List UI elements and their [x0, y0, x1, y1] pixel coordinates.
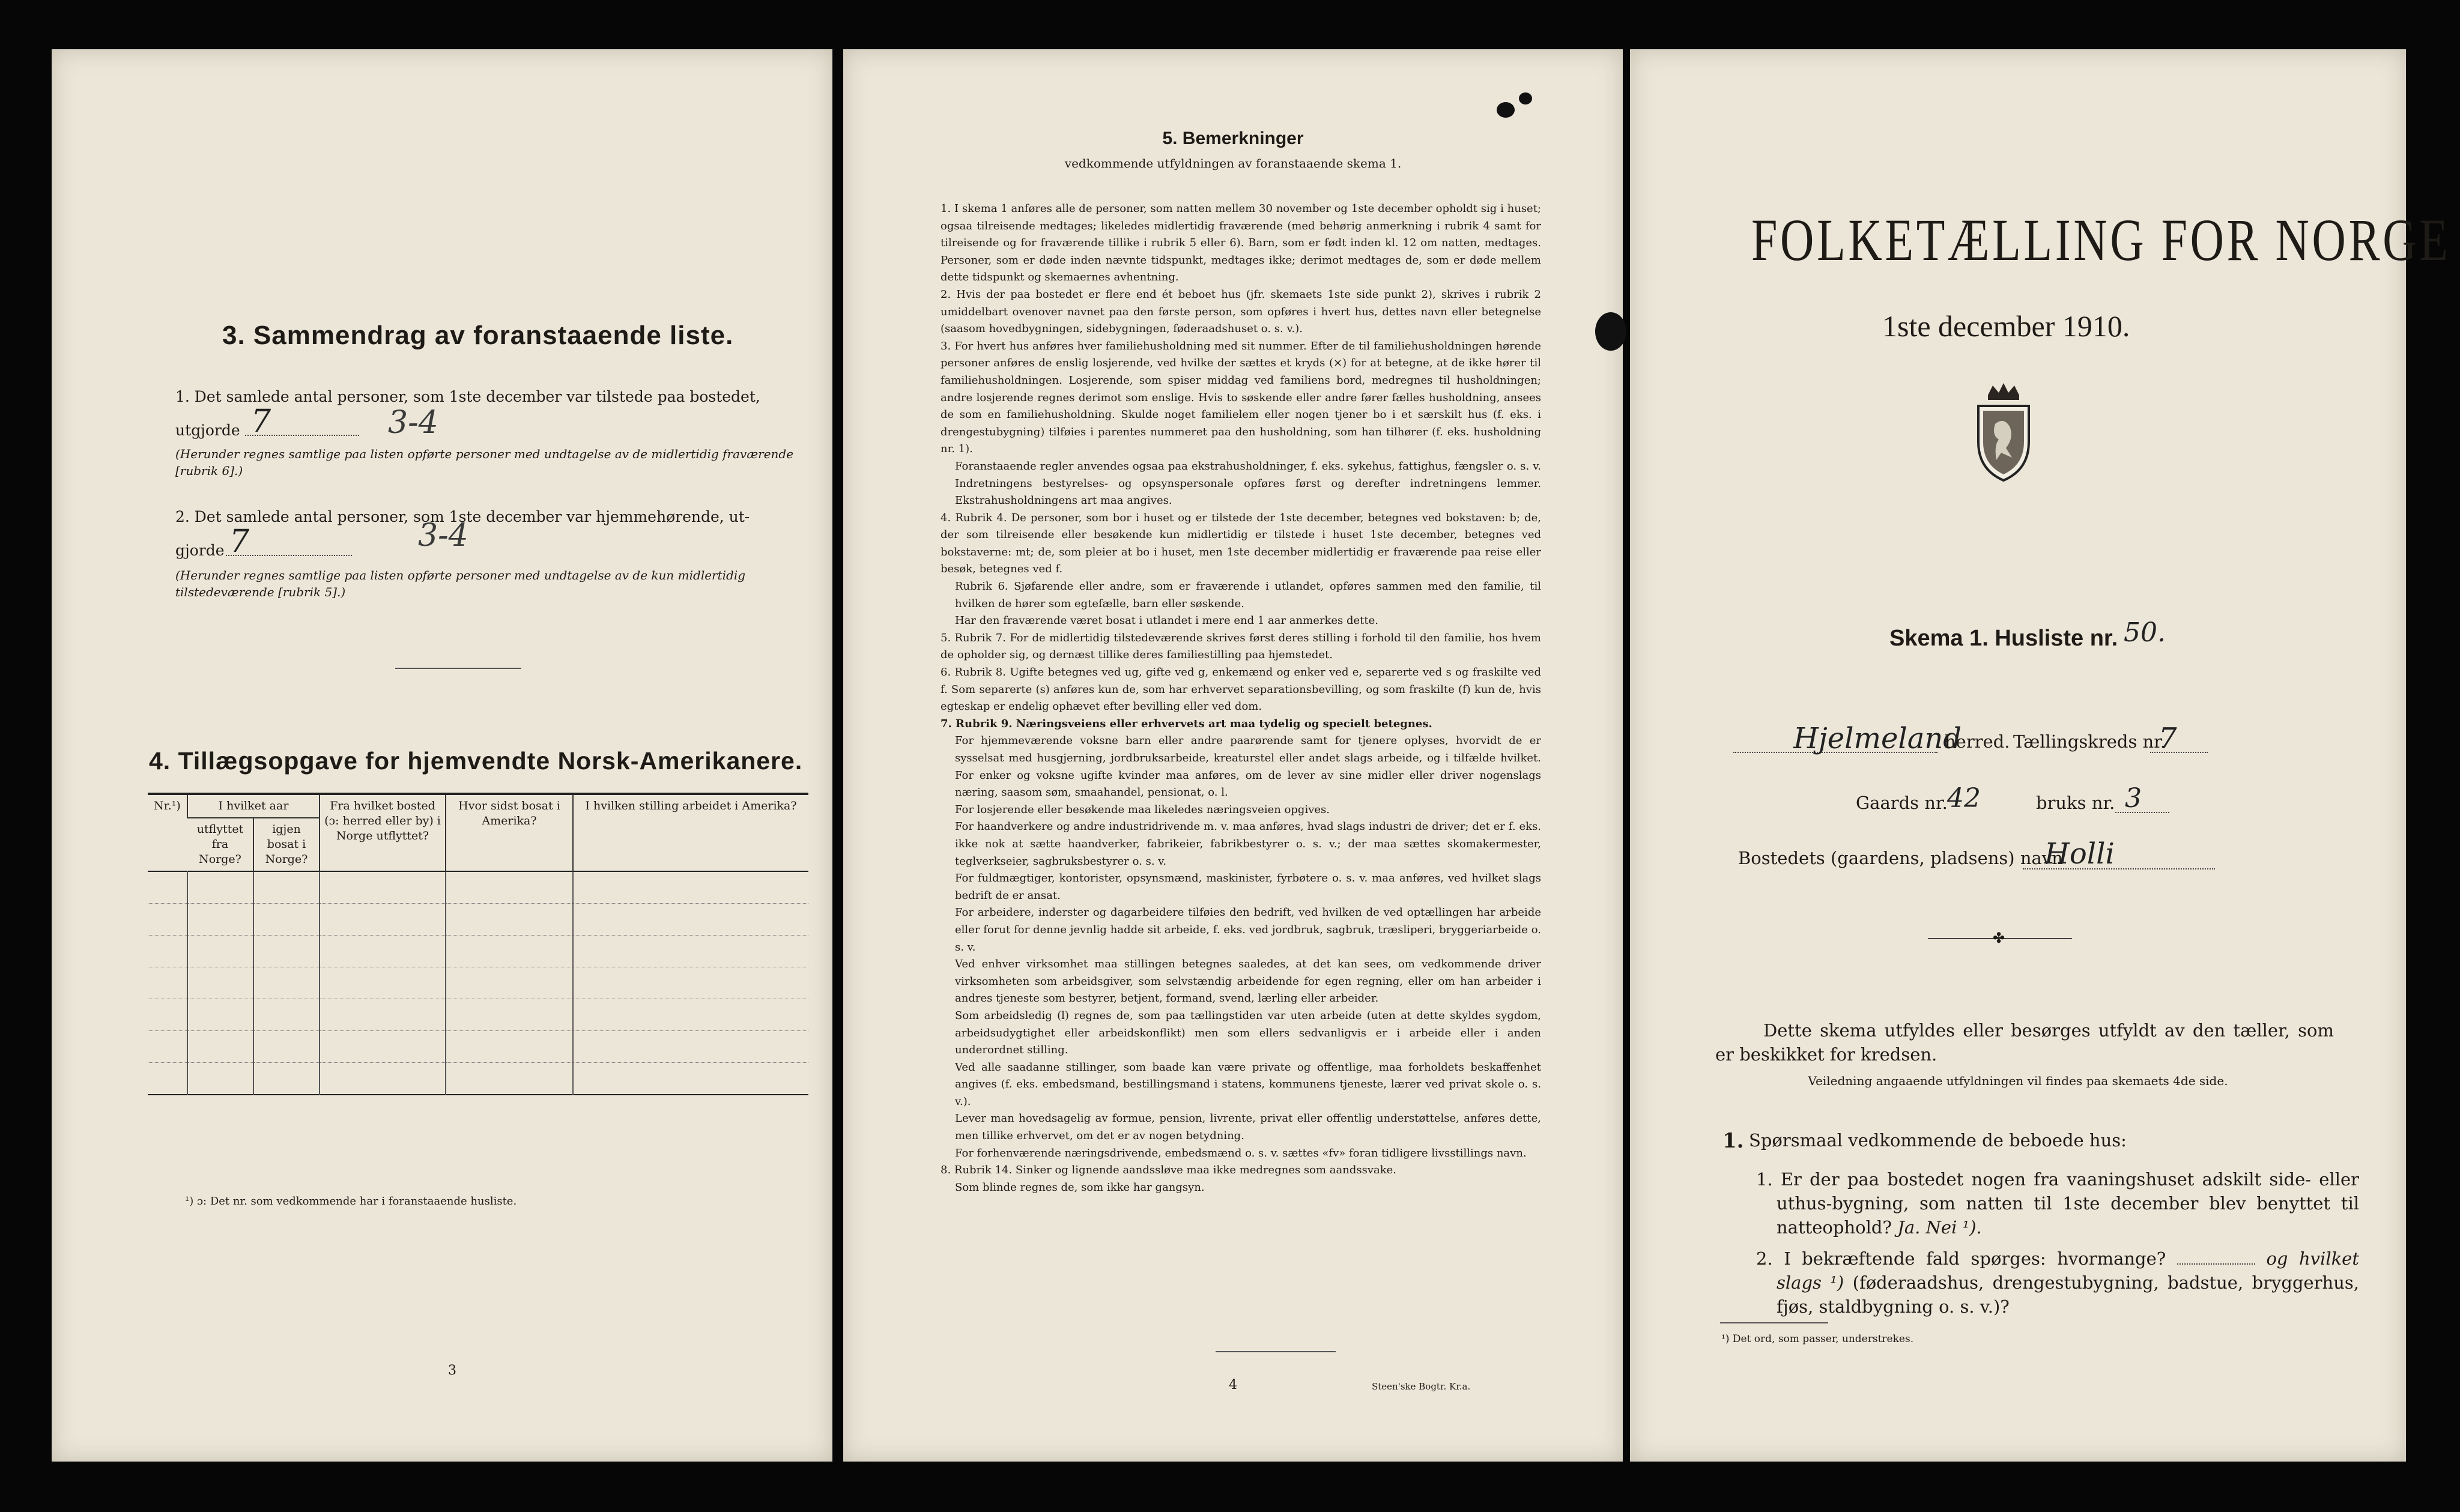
rule-7-a: For hjemmeværende voksne barn eller andre paarørende samt for tjenere oplyses, hvorvidt de er sysselsat med husgjerning, jordbruksarbeide, kreaturstel eller andet slags arbeide, og i tilfælde hvilket. For enker og voksne ugifte kvinder maa anføres, om de lever av sine midler eller driver nogenslags næring, saasom søm, smaahandel, pensionat, o. l.	[955, 734, 1541, 799]
remarks-subtitle: vedkommende utfyldningen av foranstaaende skema 1.	[1064, 156, 1402, 171]
table-row	[148, 999, 808, 1031]
rule-7-f: Ved enhver virksomhet maa stillingen betegnes saaledes, at det kan sees, om vedkommende driver virksomheten som arbeidsgiver, som selvstændig arbeidende for egen regning, eller om han arbeider i andres tjeneste som bestyrer, betjent, formand, svend, lærling eller arbeider.	[955, 958, 1541, 1005]
rule-7-c: For haandverkere og andre industridrivende m. v. maa anføres, hvad slags industri de driver; det er f. eks. ikke nok at sætte haandverker, fabrikeier, fabrikbestyrer o. s. v.; der maa sættes skomakermester, teglverkseier, sagbruksbestyrer o. s. v.	[955, 820, 1541, 868]
right-footnote: ¹) Det ord, som passer, understrekes.	[1721, 1333, 1914, 1345]
group-header-aar: I hvilket aar	[187, 794, 320, 818]
rule-7-h: Ved alle saadanne stillinger, som baade kan være private og offentlige, maa forholdets beskaffenhet angives (f. eks. embedsmand, bestillingsmand i statens, kommunens tjeneste, lærer ved privat skole o. s. v.).	[955, 1060, 1541, 1108]
rule-3: 3. For hvert hus anføres hver familiehusholdning med sit nummer. Efter de til familiehusholdningen hørende personer anføres de enslig losjerende, ved hvilke der sættes et kryds (×) for at betegne, at de ikke hører til familiehusholdningen. Losjerende, som spiser middag ved familiens bord, medregnes til husholdningen; andre losjerende regnes derimot som enslige. Hvis to søskende eller andre fører fælles husholdning, ansees de som en familiehusholdning. Skulde noget familielem eller nogen tjener bo i et særskilt hus (f. eks. i drengestubygning) tilføies i parentes nummeret paa den husholdning, som han tilhører (f. eks. husholdning nr. 1).	[941, 339, 1541, 456]
gaards-label: Gaards nr.	[1856, 793, 1948, 813]
table-row	[148, 871, 808, 904]
item2-annotation: 3-4	[418, 518, 468, 554]
question-2	[1756, 1247, 2359, 1319]
rule-4-rubrik6: Rubrik 6. Sjøfarende eller andre, som er fraværende i utlandet, opføres sammen med den familie, til hvilken de hører som egtefælle, barn eller søskende.	[955, 580, 1541, 610]
page-divider	[1216, 1351, 1336, 1352]
section3-item1-note: (Herunder regnes samtlige paa listen opførte personer med undtagelse av de midlertidig fraværende [rubrik 6].)	[175, 447, 794, 478]
printer-imprint: Steen'ske Bogtr. Kr.a.	[1372, 1381, 1471, 1392]
bruks-label: bruks nr.	[2036, 793, 2115, 813]
section4-footnote: ¹) ɔ: Det nr. som vedkommende har i foranstaaende husliste.	[185, 1195, 517, 1208]
item2-handwritten-count: 7	[229, 524, 250, 560]
norsk-amerikanere-table	[148, 793, 808, 1095]
middle-page	[843, 49, 1623, 1462]
ornament-icon: ✤	[1993, 930, 2005, 946]
rule-7-b: For losjerende eller besøkende maa likeledes næringsveien opgives.	[955, 803, 1330, 816]
rule-1: 1. I skema 1 anføres alle de personer, som natten mellem 30 november og 1ste december opholdt sig i huset; ogsaa tilreisende medtages; likeledes midlertidig fraværende (med behørig anmerkning i rubrik 4 samt for tilreisende og for fraværende tillike i rubrik 5 eller 6). Barn, som er født inden kl. 12 om natten, medtages. Personer, som er døde inden nævnte tidspunkt, medtages ikke; derimot medtages de, som er døde mellem dette tidspunkt og skemaernes avhentning.	[941, 202, 1541, 284]
rule-7-i: Lever man hovedsagelig av formue, pension, livrente, privat eller offentlig understøttelse, anføres dette, men tillike erhvervet, om det er av nogen betydning.	[955, 1112, 1541, 1143]
question-heading: Spørsmaal vedkommende de beboede hus:	[1749, 1130, 2127, 1151]
rule-7-g: Som arbeidsledig (l) regnes de, som paa tællingstiden var uten arbeide (uten at dette skyldes sygdom, arbeidsudygtighet eller arbeidskonflikt) men som ellers sedvanligvis er i arbeide eller i anden underordnet stilling.	[955, 1009, 1541, 1057]
rule-8-b: Som blinde regnes de, som ikke har gangsyn.	[955, 1181, 1205, 1194]
census-date: 1ste december 1910.	[1882, 309, 2130, 343]
col-bosted-norge: Fra hvilket bosted (ɔ: herred eller by) i Norge utflyttet?	[320, 794, 446, 871]
section-divider	[395, 668, 521, 669]
middle-page-number: 4	[1229, 1377, 1237, 1393]
col-stilling-amerika: I hvilken stilling arbeidet i Amerika?	[573, 794, 808, 871]
question-2-blank	[2177, 1263, 2255, 1265]
rule-7: 7. Rubrik 9. Næringsveiens eller erhvervets art maa tydelig og specielt betegnes.	[941, 717, 1432, 730]
intro-text: Dette skema utfyldes eller besørges utfyldt av den tæller, som er beskikket for kredsen.	[1715, 1020, 2334, 1065]
item1-annotation: 3-4	[388, 405, 438, 441]
ink-blot	[1595, 312, 1626, 351]
item1-handwritten-count: 7	[251, 404, 271, 440]
left-page	[52, 49, 832, 1462]
section3-item1-label: utgjorde	[175, 422, 240, 439]
schema-label: Skema 1. Husliste nr.	[1889, 626, 2118, 651]
question-1-answer: Ja. Nei ¹).	[1897, 1217, 1982, 1238]
herred-label: herred.	[1945, 731, 2010, 752]
krets-label: Tællingskreds nr.	[2013, 731, 2166, 752]
section3-item2-text: 2. Det samlede antal personer, som 1ste december var hjemmehørende, ut-	[175, 508, 750, 525]
question-heading-number: 1.	[1722, 1129, 1744, 1153]
remarks-list	[941, 201, 1541, 1196]
ink-blot	[1497, 102, 1515, 118]
table-row	[148, 904, 808, 936]
question-2-kind: og hvilket slags ¹)	[1777, 1248, 2360, 1293]
question-2-text: 2. I bekræftende fald spørges: hvormange?	[1756, 1248, 2166, 1269]
rule-7-j: For forhenværende næringsdrivende, embedsmænd o. s. v. sættes «fv» foran tidligere livsstillings navn.	[955, 1146, 1527, 1160]
bruks-dotline	[2115, 812, 2169, 813]
col-utflyttet: utflyttet fra Norge?	[196, 823, 244, 866]
rule-4-note: Har den fraværende været bosat i utlandet i mere end 1 aar anmerkes dette.	[955, 614, 1378, 627]
herred-value: Hjelmeland	[1793, 722, 1962, 755]
table-row	[148, 1063, 808, 1095]
rule-2: 2. Hvis der paa bostedet er flere end ét beboet hus (jfr. skemaets 1ste side punkt 2), skrives i rubrik 2 umiddelbart ovenover navnet paa den første person, som opføres i hvert hus, dettes navn eller betegnelse (saasom hovedbygningen, sidebygningen, føderaadshuset o. s. v.).	[941, 288, 1541, 336]
krets-value: 7	[2159, 722, 2177, 755]
section4-title: 4. Tillægsopgave for hjemvendte Norsk-Amerikanere.	[149, 747, 803, 775]
footnote-rule	[1720, 1322, 1828, 1323]
remarks-title: 5. Bemerkninger	[1162, 129, 1304, 148]
bosted-label: Bostedets (gaardens, pladsens) navn	[1738, 848, 2063, 868]
table-row	[148, 1031, 808, 1063]
table-row	[148, 967, 808, 999]
section3-item2-note: (Herunder regnes samtlige paa listen opførte personer med undtagelse av de kun midlertidig tilstedeværende [rubrik 5].)	[175, 568, 746, 599]
rule-4: 4. Rubrik 4. De personer, som bor i huset og er tilstede der 1ste december, betegnes ved bokstaven: b; de, der som tilreisende eller besøkende kun midlertidig er tilstede i huset 1ste december, betegnes ved bokstaverne: mt; de, som pleier at bo i huset, men 1ste december midlertidig er fraværende paa reise eller besøk, betegnes ved f.	[941, 511, 1541, 576]
census-title: FOLKETÆLLING FOR NORGE	[1751, 207, 2451, 273]
rule-3-extra: Foranstaaende regler anvendes ogsaa paa ekstrahusholdninger, f. eks. sykehus, fattighus, fængsler o. s. v. Indretningens bestyrelses- og opsynspersonale opføres først og derefter indretningens lemmer. Ekstrahusholdningens art maa angives.	[955, 459, 1541, 507]
section3-item2-label: gjorde	[175, 542, 225, 559]
question-1-text: 1. Er der paa bostedet nogen fra vaaningshuset adskilt side- eller uthus-bygning, som natten til 1ste december blev benyttet til natteophold?	[1756, 1169, 2359, 1238]
guidance-text: Veiledning angaaende utfyldningen vil findes paa skemaets 4de side.	[1808, 1074, 2228, 1088]
question-2-examples: (føderaadshus, drengestubygning, badstue, bryggerhus, fjøs, staldbygning o. s. v.)?	[1777, 1272, 2359, 1317]
table-row	[148, 936, 808, 967]
rule-6: 6. Rubrik 8. Ugifte betegnes ved ug, gifte ved g, enkemænd og enker ved e, separerte ved s og fraskilte ved f. Som separerte (s) anføres kun de, som har erhvervet separationsbevilling, og som fraskilte (f) kun de, hvis egteskap er endelig ophævet efter bevilling eller ved dom.	[941, 666, 1541, 713]
col-nr: Nr.¹)	[154, 799, 181, 812]
section3-title: 3. Sammendrag av foranstaaende liste.	[222, 321, 734, 350]
husliste-number: 50.	[2124, 617, 2166, 648]
col-igjen-bosat: igjen bosat i Norge?	[253, 818, 320, 871]
rule-7-d: For fuldmægtiger, kontorister, opsynsmænd, maskinister, fyrbøtere o. s. v. maa anføres, ved hvilket slags bedrift de er ansat.	[955, 872, 1541, 902]
rule-7-e: For arbeidere, inderster og dagarbeidere tilføies den bedrift, ved hvilken de ved optællingen har arbeide eller forut for denne jevnlig hadde sit arbeide, f. eks. ved jordbruk, sagbruk, træsliperi, bryggeriarbeide o. s. v.	[955, 906, 1541, 954]
right-page	[1630, 49, 2451, 1462]
question-1	[1756, 1167, 2359, 1239]
bosted-value: Holli	[2044, 837, 2115, 871]
gaards-value: 42	[1947, 783, 1981, 814]
bruks-value: 3	[2125, 783, 2142, 814]
rule-8: 8. Rubrik 14. Sinker og lignende aandssløve maa ikke medregnes som aandssvake.	[941, 1164, 1397, 1177]
ink-blot	[1519, 92, 1532, 104]
norwegian-coat-of-arms-icon	[1970, 382, 2037, 483]
col-bosat-amerika: Hvor sidst bosat i Amerika?	[446, 794, 573, 871]
rule-5: 5. Rubrik 7. For de midlertidig tilstedeværende skrives først deres stilling i forhold til den familie, hos hvem de opholder sig, og dernæst tillike deres familiestilling paa hjemstedet.	[941, 631, 1541, 662]
section3-item1-text: 1. Det samlede antal personer, som 1ste december var tilstede paa bostedet,	[175, 388, 760, 405]
left-page-number: 3	[448, 1363, 456, 1378]
